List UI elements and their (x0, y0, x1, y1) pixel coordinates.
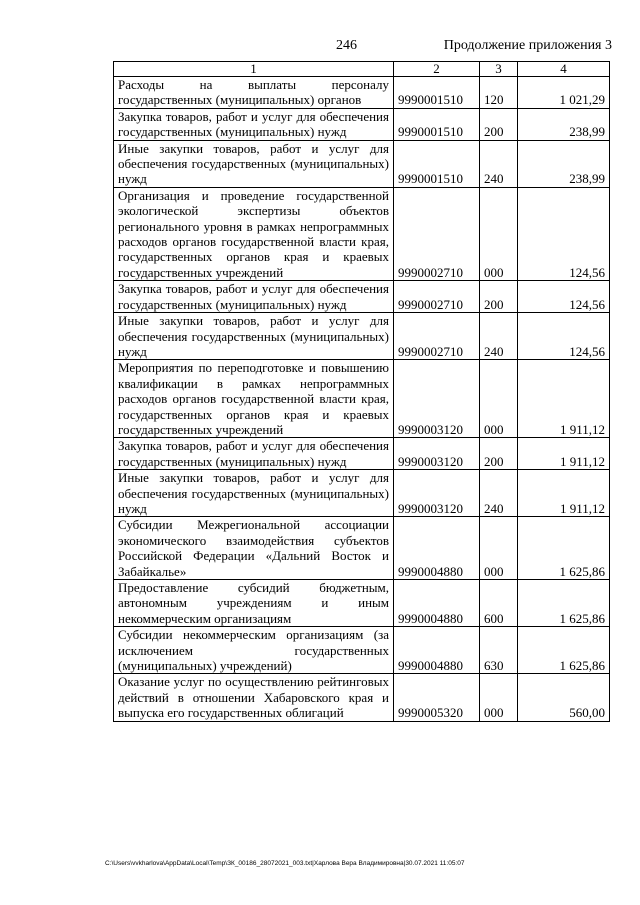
row-code: 9990004880 (394, 627, 480, 674)
table-row (114, 281, 610, 313)
row-code: 9990003120 (394, 360, 480, 438)
row-type: 000 (480, 360, 518, 438)
row-type: 240 (480, 140, 518, 187)
row-amount: 560,00 (518, 674, 610, 721)
row-type: 630 (480, 627, 518, 674)
row-amount: 1 021,29 (518, 77, 610, 109)
row-code: 9990002710 (394, 313, 480, 360)
row-amount: 1 911,12 (518, 438, 610, 470)
table-row (114, 140, 610, 187)
page-number: 246 (336, 38, 357, 53)
row-name: Предоставление субсидий бюджетным, автономным учреждениям и иным некоммерческим организациям (114, 580, 394, 627)
row-amount: 238,99 (518, 140, 610, 187)
row-type: 240 (480, 313, 518, 360)
table-row (114, 438, 610, 470)
table-row (114, 77, 610, 109)
row-name: Закупка товаров, работ и услуг для обеспечения государственных (муниципальных) нужд (114, 438, 394, 470)
row-amount: 1 625,86 (518, 517, 610, 580)
row-code: 9990001510 (394, 140, 480, 187)
row-type: 000 (480, 674, 518, 721)
table-row (114, 627, 610, 674)
row-code: 9990004880 (394, 580, 480, 627)
row-name: Субсидии некоммерческим организациям (за исключением государственных (муниципальных) учреждений) (114, 627, 394, 674)
column-header-3: 3 (480, 62, 518, 77)
row-type: 000 (480, 517, 518, 580)
row-type: 120 (480, 77, 518, 109)
row-amount: 1 911,12 (518, 360, 610, 438)
row-code: 9990005320 (394, 674, 480, 721)
row-name: Расходы на выплаты персоналу государственных (муниципальных) органов (114, 77, 394, 109)
header-row (114, 62, 610, 77)
row-type: 240 (480, 470, 518, 517)
row-type: 200 (480, 281, 518, 313)
row-type: 200 (480, 438, 518, 470)
row-code: 9990003120 (394, 438, 480, 470)
row-amount: 1 625,86 (518, 627, 610, 674)
row-amount: 238,99 (518, 108, 610, 140)
continuation-label: Продолжение приложения 3 (443, 38, 612, 53)
row-amount: 1 625,86 (518, 580, 610, 627)
table-row (114, 674, 610, 721)
row-name: Субсидии Межрегиональной ассоциации экономического взаимодействия субъектов Российской Федерации «Дальний Восток и Забайкалье» (114, 517, 394, 580)
table-row (114, 187, 610, 280)
column-header-2: 2 (394, 62, 480, 77)
row-code: 9990004880 (394, 517, 480, 580)
row-code: 9990001510 (394, 77, 480, 109)
row-amount: 1 911,12 (518, 470, 610, 517)
row-amount: 124,56 (518, 187, 610, 280)
row-name: Закупка товаров, работ и услуг для обеспечения государственных (муниципальных) нужд (114, 108, 394, 140)
row-name: Закупка товаров, работ и услуг для обеспечения государственных (муниципальных) нужд (114, 281, 394, 313)
table-row (114, 108, 610, 140)
row-amount: 124,56 (518, 313, 610, 360)
row-code: 9990001510 (394, 108, 480, 140)
table-row (114, 313, 610, 360)
row-code: 9990003120 (394, 470, 480, 517)
row-name: Иные закупки товаров, работ и услуг для обеспечения государственных (муниципальных) нужд (114, 313, 394, 360)
row-type: 200 (480, 108, 518, 140)
row-type: 600 (480, 580, 518, 627)
row-name: Организация и проведение государственной экологической экспертизы объектов регионального уровня в рамках непрограммных расходов органов государственной власти края, государственных органов края и краевых государственных учреждений (114, 187, 394, 280)
row-name: Оказание услуг по осуществлению рейтинговых действий в отношении Хабаровского края и выпуска его государственных облигаций (114, 674, 394, 721)
table-row (114, 470, 610, 517)
row-code: 9990002710 (394, 281, 480, 313)
budget-table (113, 61, 610, 722)
table-row (114, 360, 610, 438)
table-row (114, 517, 610, 580)
row-name: Иные закупки товаров, работ и услуг для обеспечения государственных (муниципальных) нужд (114, 470, 394, 517)
table-row (114, 580, 610, 627)
row-name: Иные закупки товаров, работ и услуг для обеспечения государственных (муниципальных) нужд (114, 140, 394, 187)
row-amount: 124,56 (518, 281, 610, 313)
row-code: 9990002710 (394, 187, 480, 280)
column-header-1: 1 (114, 62, 394, 77)
file-path-footer: C:\Users\vvkharlova\AppData\Local\Temp\ЗК_00186_28072021_003.txt|Харлова Вера Владимировна|30.07.2021 11:05:07 (105, 860, 465, 867)
row-name: Мероприятия по переподготовке и повышению квалификации в рамках непрограммных расходов органов государственной власти края, государственных органов края и краевых государственных учреждений (114, 360, 394, 438)
row-type: 000 (480, 187, 518, 280)
column-header-4: 4 (518, 62, 610, 77)
